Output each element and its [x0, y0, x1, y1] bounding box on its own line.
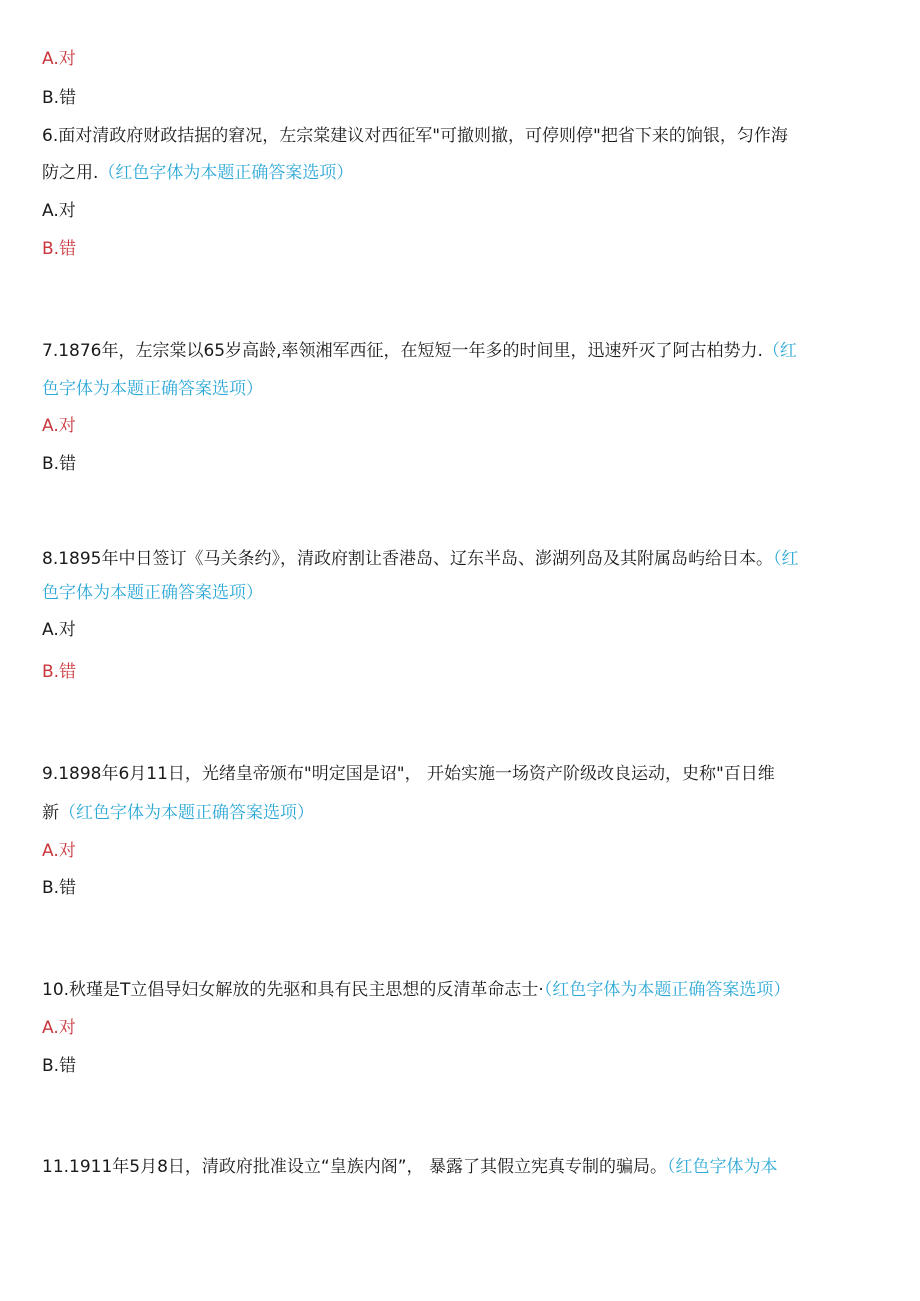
answer-hint: （红色字体为本题正确答案选项）	[543, 980, 791, 1000]
question-7-text-line1	[42, 339, 797, 363]
question-6-option-b: B.错	[42, 239, 77, 259]
question-6-text-line2	[42, 161, 353, 185]
question-9-option-a: A.对	[42, 841, 76, 861]
question-9-text-line1: 9.1898年6月11日，光绪皇帝颁布"明定国是诏"， 开始实施一场资产阶级改良运动，史称"百日维	[42, 764, 775, 784]
question-6-text-end: 防之用.	[42, 163, 99, 183]
answer-hint-start: （红	[772, 549, 799, 569]
question-7-option-b: B.错	[42, 454, 77, 474]
question-10-text: 10.秋瑾是T立倡导妇女解放的先驱和具有民主思想的反清革命志士·	[42, 980, 544, 1000]
question-10-option-b: B.错	[42, 1056, 77, 1076]
answer-hint-rest: 色字体为本题正确答案选项）	[42, 583, 263, 603]
question-11-text: 11.1911年5月8日，清政府批准设立“皇族内阁”， 暴露了其假立宪真专制的骗局。	[42, 1157, 667, 1177]
question-7-option-a: A.对	[42, 416, 76, 436]
question-9-text-end: 新	[42, 803, 59, 823]
answer-hint: （红色字体为本题正确答案选项）	[59, 803, 314, 823]
prev-question-option-a: A.对	[42, 49, 76, 69]
question-8-text: 8.1895年中日签订《马关条约》，清政府割让香港岛、辽东半岛、澎湖列岛及其附属岛屿给日本。	[42, 549, 773, 569]
question-9-text-line2	[42, 801, 314, 825]
question-7-text: 7.1876年，左宗棠以65岁高龄,率领湘军西征，在短短一年多的时间里，迅速歼灭了阿古柏势力.	[42, 341, 763, 361]
question-6-option-a: A.对	[42, 201, 76, 221]
answer-hint-rest: 色字体为本题正确答案选项）	[42, 379, 263, 399]
answer-hint-start: （红	[762, 341, 797, 361]
question-6-text-line1: 6.面对清政府财政拮据的窘况，左宗棠建议对西征军"可撤则撤，可停则停"把省下来的饷银，匀作海	[42, 126, 788, 146]
answer-hint-partial: （红色字体为本	[666, 1157, 778, 1177]
question-9-option-b: B.错	[42, 878, 77, 898]
question-8-option-a: A.对	[42, 620, 76, 640]
answer-hint: （红色字体为本题正确答案选项）	[98, 163, 354, 183]
question-10-option-a: A.对	[42, 1018, 76, 1038]
prev-question-option-b: B.错	[42, 88, 77, 108]
question-8-text-line1	[42, 547, 798, 571]
question-11-text-line1	[42, 1155, 777, 1179]
question-8-option-b: B.错	[42, 662, 77, 682]
question-10-text-line1	[42, 978, 790, 1002]
